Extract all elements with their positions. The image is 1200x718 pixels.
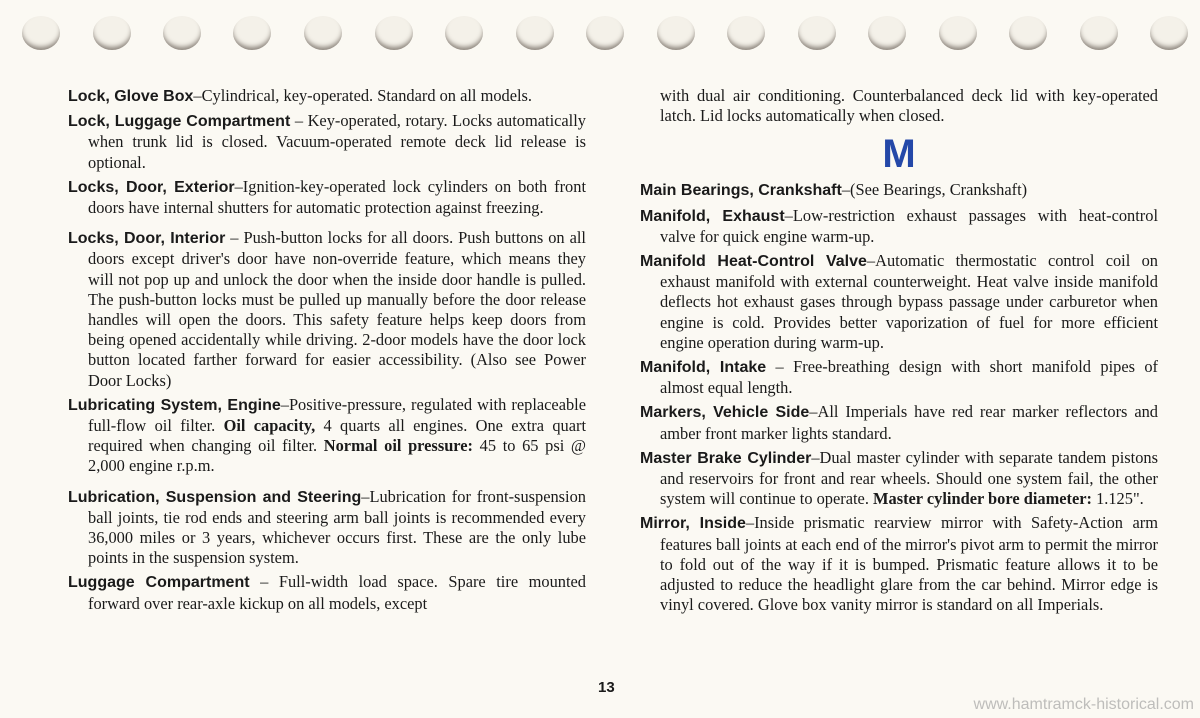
oil-capacity-label: Oil capacity, xyxy=(223,416,316,436)
entry-term: Lock, Glove Box xyxy=(68,88,194,105)
entry-text: 45 to 65 psi @ 2,000 engine r.p.m. xyxy=(88,436,586,476)
entry-text: –Dual master cylinder with separate tandem pistons and reservoirs for front and rear wheels. Should one system fail, the other system will continue to operate. xyxy=(660,447,1158,509)
binder-hole xyxy=(516,16,554,50)
binder-hole xyxy=(1009,16,1047,50)
entry-term: Lock, Luggage Compartment xyxy=(68,113,291,131)
entry-markers-vehicle-side xyxy=(640,402,1158,443)
binder-hole xyxy=(798,16,836,50)
entry-manifold-exhaust xyxy=(640,206,1158,247)
entry-manifold-heat-control-valve xyxy=(640,251,1158,353)
continued-text: with dual air conditioning. Counterbalanced deck lid with key-operated latch. Lid locks automatically when closed. xyxy=(660,86,1158,126)
binder-hole xyxy=(868,16,906,50)
entry-term: Manifold, Intake xyxy=(640,359,767,377)
binder-hole xyxy=(375,16,413,50)
entry-locks-door-interior xyxy=(68,228,586,391)
entry-term: Main Bearings, Crankshaft xyxy=(640,182,842,200)
entry-text: –(See Bearings, Crankshaft) xyxy=(841,180,1028,200)
entry-luggage-compartment xyxy=(68,572,586,613)
binder-hole xyxy=(1150,16,1188,50)
entry-term: Mirror, Inside xyxy=(640,515,746,533)
entry-text: –Inside prismatic rearview mirror with Safety-Action arm features ball joints at each end of the mirror's pivot arm to permit the mirror to fold out of the way if it is bumped. Prismatic feature allows it to be adjusted to reduce the headlight glare from the car behind. Mirror edge is vinyl covered. Glove box vanity mirror is standard on all Imperials. xyxy=(660,513,1159,615)
entry-text: –Cylindrical, key-operated. Standard on all models. xyxy=(193,86,533,105)
entry-term: Manifold, Exhaust xyxy=(640,207,785,225)
binder-hole xyxy=(1080,16,1118,50)
entry-text: – Free-breathing design with short manifold pipes of almost equal length. xyxy=(660,357,1158,398)
entry-lubrication-suspension-steering xyxy=(68,487,586,569)
section-letter: M xyxy=(882,132,916,177)
entry-text: 1.125". xyxy=(1091,489,1144,509)
page-number: 13 xyxy=(598,679,615,696)
entry-term: Markers, Vehicle Side xyxy=(640,404,810,422)
entry-mirror-inside xyxy=(640,513,1158,615)
left-column xyxy=(68,86,586,618)
binder-hole xyxy=(304,16,342,50)
binder-hole xyxy=(586,16,624,50)
entry-main-bearings-crankshaft xyxy=(640,180,1158,201)
binder-hole xyxy=(93,16,131,50)
bore-diameter-label: Master cylinder bore diameter: xyxy=(873,489,1092,509)
binder-hole xyxy=(939,16,977,50)
entry-term: Manifold Heat-Control Valve xyxy=(640,253,867,271)
entry-term: Lubricating System, Engine xyxy=(68,396,281,414)
entry-text: –Ignition-key-operated lock cylinders on both front doors have internal shutters for automatic protection against freezing. xyxy=(88,176,587,218)
entry-text: – Key-operated, rotary. Locks automatically when trunk lid is closed. Vacuum-operated remote deck lid release is optional. xyxy=(88,111,586,172)
entry-term: Locks, Door, Exterior xyxy=(68,178,235,196)
binder-hole xyxy=(22,16,60,50)
entry-locks-door-exterior xyxy=(68,177,586,218)
entry-lock-glove-box xyxy=(68,86,586,107)
entry-text: –Lubrication for front-suspension ball joints, tie rod ends and steering arm ball joints is recommended every 36,000 miles or 3 years, whichever occurs first. These are the only lube points in the suspension system. xyxy=(88,486,587,568)
binder-hole xyxy=(163,16,201,50)
binder-hole xyxy=(445,16,483,50)
entry-term: Lubrication, Suspension and Steering xyxy=(68,488,362,506)
oil-pressure-label: Normal oil pressure: xyxy=(323,436,474,456)
entry-text: – Push-button locks for all doors. Push buttons on all doors except driver's door have non-override feature, which means they will not pop up and unlock the door when the inside door handle is pulled. The push-button locks must be pulled up manually before the door release handles will open the doors. This safety feature helps keep doors from being opened accidentally while driving. 2-door models have the door lock button located farther forward for easier accessibility. (Also see Power Door Locks) xyxy=(88,228,586,390)
right-column xyxy=(640,86,1158,619)
entry-text: –Positive-pressure, regulated with replaceable full-flow oil filter. xyxy=(88,394,587,436)
entry-text: 4 quarts all engines. One extra quart required when changing oil filter. xyxy=(88,416,586,456)
entry-manifold-intake xyxy=(640,357,1158,398)
entry-term: Luggage Compartment xyxy=(68,574,250,592)
entry-lubricating-system-engine xyxy=(68,395,586,477)
entry-master-brake-cylinder xyxy=(640,448,1158,510)
binder-holes xyxy=(0,0,1200,70)
watermark: www.hamtramck-historical.com xyxy=(973,696,1194,713)
entry-text: –Low-restriction exhaust passages with heat-control valve for quick engine warm-up. xyxy=(660,205,1158,246)
binder-hole xyxy=(657,16,695,50)
entry-term: Master Brake Cylinder xyxy=(640,449,812,467)
binder-hole xyxy=(727,16,765,50)
entry-text: –All Imperials have red rear marker reflectors and amber front marker lights standard. xyxy=(660,402,1158,443)
entry-text: –Automatic thermostatic control coil on exhaust manifold with external counterweight. Heat valve inside manifold deflects hot exhaust gases through bypass passage under carburetor when engine is cold. Provides better vaporization of fuel for more efficient engine operation during warm-up. xyxy=(660,251,1159,352)
binder-hole xyxy=(233,16,271,50)
entry-term: Locks, Door, Interior xyxy=(68,230,226,248)
entry-text: – Full-width load space. Spare tire mounted forward over rear-axle kickup on all models, except xyxy=(88,572,586,613)
entry-lock-luggage-compartment xyxy=(68,111,586,173)
